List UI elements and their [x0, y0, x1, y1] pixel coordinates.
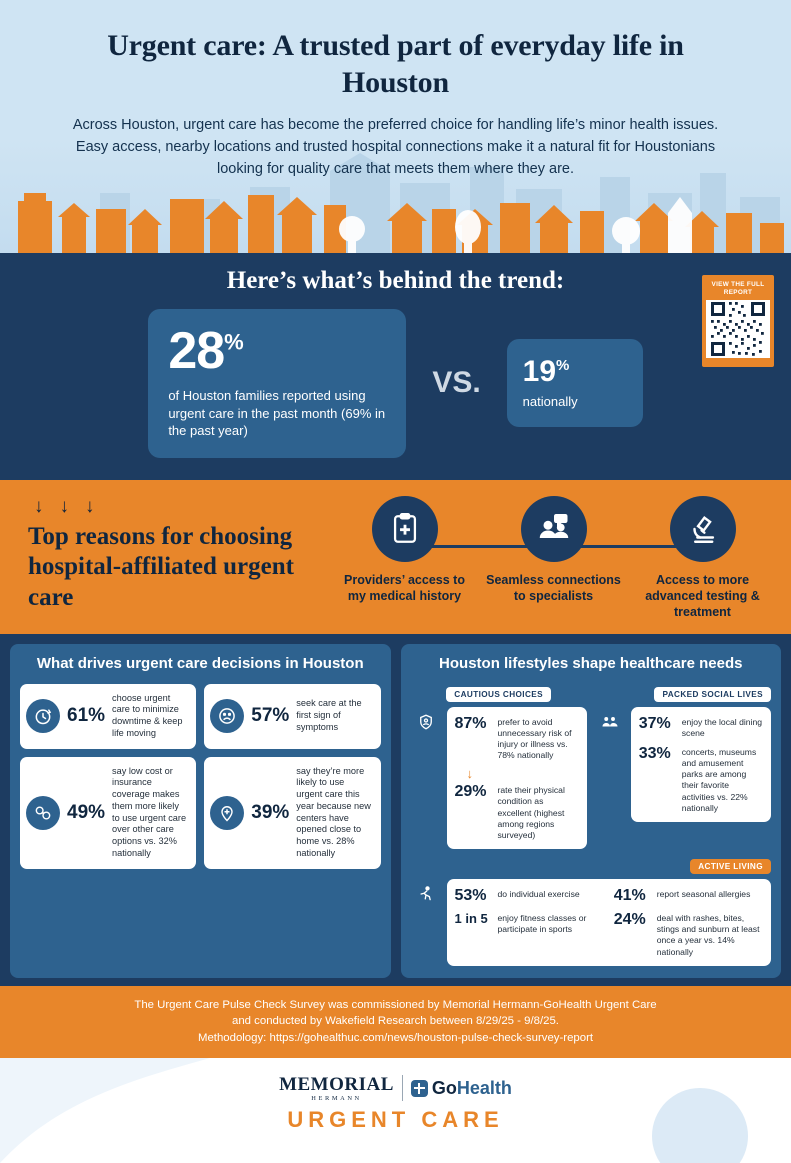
logo-hermann: HERMANN	[311, 1095, 362, 1103]
reason-label: Seamless connections to specialists	[486, 572, 621, 603]
reasons-section	[0, 480, 791, 635]
houston-stat-value: 28	[168, 322, 225, 380]
lifestyle-group-cautious	[411, 684, 587, 850]
reason-label: Providers’ access to my medical history	[344, 572, 465, 603]
note-line-3[interactable]: Methodology: https://gohealthuc.com/news/houston-pulse-check-survey-report	[197, 1031, 594, 1044]
medical-cross-icon	[411, 1080, 428, 1097]
people-group-icon	[595, 707, 625, 737]
driver-text: say they’re more likely to use urgent care this year because new centers have opened close to home vs. 28% nationally	[296, 765, 371, 858]
stat-text: deal with rashes, bites, stings and sunburn at least once a year vs. 14% nationally	[656, 913, 760, 957]
qr-label: VIEW THE FULL REPORT	[711, 281, 765, 296]
stat-pct: 29%	[454, 783, 487, 801]
logo-divider	[402, 1075, 403, 1101]
driver-text: seek care at the first sign of symptoms	[296, 698, 362, 732]
group-tag: ACTIVE LIVING	[690, 859, 771, 874]
reason-item-2	[484, 496, 624, 621]
clock-arrow-icon	[26, 699, 60, 733]
urgent-care-wordmark: URGENT CARE	[287, 1107, 504, 1133]
logo-go: Go	[431, 1077, 457, 1098]
houston-stat-card	[148, 309, 406, 458]
panel-drivers-title: What drives urgent care decisions in Houston	[36, 655, 364, 673]
stat-pct: 87%	[454, 714, 487, 732]
stat-pct: 41%	[613, 887, 646, 905]
money-care-icon	[26, 796, 60, 830]
reasons-left	[0, 496, 330, 621]
down-arrow-icon: ↓	[466, 766, 473, 782]
driver-card	[20, 757, 196, 869]
stat-text: enjoy the local dining scene	[681, 716, 763, 738]
vs-label: VS.	[432, 366, 481, 400]
stat-pct: 33%	[638, 744, 671, 762]
driver-text: say low cost or insurance coverage makes them more likely to use urgent care over other care options vs. 32% nationally	[112, 765, 187, 858]
logo-section	[0, 1058, 791, 1163]
stat-pct: 37%	[638, 714, 671, 732]
lifestyle-group-active	[411, 856, 772, 966]
panel-drivers	[10, 644, 391, 977]
reason-label: Access to more advanced testing & treatment	[645, 572, 760, 620]
national-stat-card	[507, 339, 643, 427]
reasons-title: Top reasons for choosing hospital-affiliated urgent care	[28, 522, 294, 611]
houston-stat-caption: of Houston families reported using urgent care in the past month (69% in the past year)	[168, 388, 386, 439]
stat-text: rate their physical condition as excellent (highest among regions surveyed)	[497, 785, 565, 840]
qr-report-link[interactable]	[702, 275, 774, 367]
microscope-icon	[670, 496, 736, 562]
reason-item-1	[335, 496, 475, 621]
stats-row	[0, 309, 791, 458]
driver-pct: 61%	[67, 705, 106, 727]
memorial-hermann-logo	[279, 1074, 394, 1102]
note-line-2: and conducted by Wakefield Research between 8/29/25 - 9/8/25.	[232, 1015, 559, 1028]
sad-face-icon	[210, 699, 244, 733]
down-arrows-icon: ↓↓↓	[34, 495, 111, 517]
runner-icon	[411, 879, 441, 909]
logo-health: Health	[456, 1077, 512, 1098]
logo-memorial: MEMORIAL	[279, 1074, 394, 1096]
panels-section	[0, 634, 791, 985]
percent-symbol: %	[224, 329, 243, 355]
trend-title: Here’s what’s behind the trend:	[226, 267, 565, 294]
gohealth-logo	[411, 1078, 512, 1099]
page-subtitle: Across Houston, urgent care has become the preferred choice for handling life’s minor health issues. Easy access, nearby locations and trusted hospital connections make it a natural fit for Houstonians looking for quality care that meets them where they are.	[72, 117, 719, 177]
driver-card	[20, 684, 196, 749]
group-tag: PACKED SOCIAL LIVES	[654, 687, 771, 702]
lifestyle-group-social	[595, 684, 771, 850]
clipboard-medical-icon	[372, 496, 438, 562]
trend-section	[0, 253, 791, 480]
stat-pct: 1 in 5	[454, 911, 488, 927]
methodology-note	[0, 986, 791, 1059]
stat-text: do individual exercise	[497, 889, 580, 900]
driver-pct: 39%	[251, 801, 290, 823]
note-line-1: The Urgent Care Pulse Check Survey was commissioned by Memorial Hermann-GoHealth Urgent Care	[134, 998, 657, 1011]
location-pin-icon	[210, 796, 244, 830]
driver-pct: 49%	[67, 801, 106, 823]
driver-card	[204, 757, 380, 869]
page-title: Urgent care: A trusted part of everyday life in Houston	[107, 29, 684, 99]
panel-lifestyles	[401, 644, 782, 977]
shield-person-icon	[411, 707, 441, 737]
stat-text: enjoy fitness classes or participate in sports	[497, 913, 587, 935]
national-stat-caption: nationally	[522, 394, 578, 410]
qr-code-icon[interactable]	[706, 300, 770, 358]
reason-item-3	[633, 496, 773, 621]
stat-text: concerts, museums and amusement parks are among their favorite activities vs. 22% nationally	[681, 746, 757, 813]
stat-pct: 24%	[613, 911, 646, 929]
people-chat-icon	[521, 496, 587, 562]
driver-card	[204, 684, 380, 749]
percent-symbol: %	[556, 357, 570, 375]
panel-lifestyles-title: Houston lifestyles shape healthcare needs	[439, 655, 743, 673]
stat-text: prefer to avoid unnecessary risk of injury or illness vs. 78% nationally	[497, 716, 572, 761]
stat-pct: 53%	[454, 887, 487, 905]
national-stat-value: 19	[522, 355, 557, 389]
driver-pct: 57%	[251, 705, 290, 727]
header-section	[0, 0, 791, 253]
reasons-icons	[330, 496, 791, 621]
stat-text: report seasonal allergies	[656, 889, 751, 900]
group-tag: CAUTIOUS CHOICES	[446, 687, 551, 702]
driver-text: choose urgent care to minimize downtime & keep life moving	[112, 692, 183, 738]
